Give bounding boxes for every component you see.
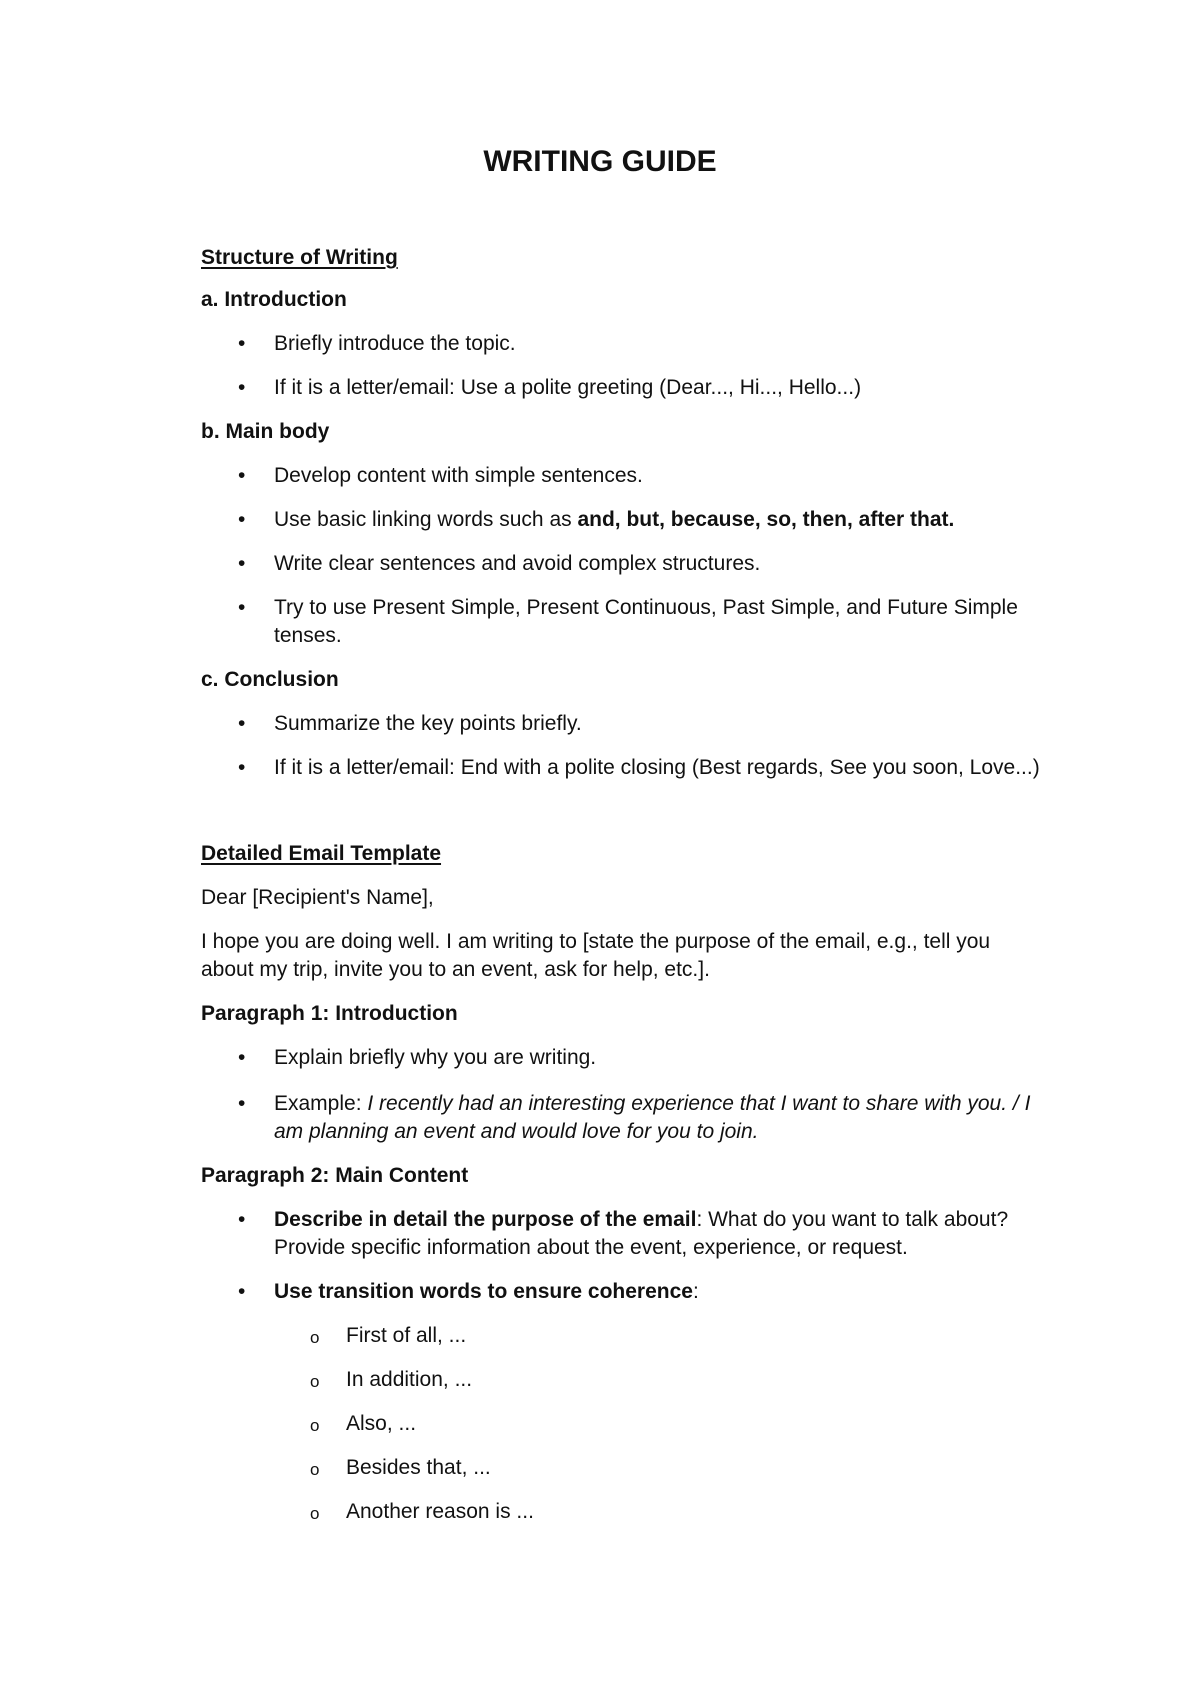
p2-bullet-1-rest: : What do you want to talk about? (696, 1208, 1009, 1231)
p2-bullet-1-line-2: Provide specific information about the event, experience, or request. (274, 1236, 908, 1259)
p1-bullet-1: Explain briefly why you are writing. (274, 1046, 597, 1069)
bullet-marker: • (238, 756, 246, 779)
body-bullet-1: Develop content with simple sentences. (274, 464, 643, 487)
conclusion-label: c. Conclusion (201, 668, 339, 691)
sub-bullet-marker: o (310, 1328, 320, 1347)
template-heading: Detailed Email Template (201, 842, 442, 865)
bullet-marker: • (238, 508, 246, 531)
intro-bullet-1: Briefly introduce the topic. (274, 332, 516, 355)
conclusion-bullet-2: If it is a letter/email: End with a polite closing (Best regards, See you soon, Love...) (274, 756, 1040, 779)
structure-heading: Structure of Writing (201, 246, 398, 269)
bullet-marker: • (238, 464, 246, 487)
paragraph-1-label: Paragraph 1: Introduction (201, 1002, 458, 1025)
example-text-cont: am planning an event and would love for you to join. (274, 1120, 759, 1143)
sub-bullet-marker: o (310, 1504, 320, 1523)
opening-line-2: about my trip, invite you to an event, ask for help, etc.]. (201, 958, 710, 981)
conclusion-bullet-1: Summarize the key points briefly. (274, 712, 582, 735)
transition-item-5: Another reason is ... (346, 1500, 534, 1523)
body-bullet-4-line-2: tenses. (274, 624, 342, 647)
bullet-marker: • (238, 376, 246, 399)
intro-label: a. Introduction (201, 288, 347, 311)
paragraph-2-label: Paragraph 2: Main Content (201, 1164, 469, 1187)
page-title: WRITING GUIDE (483, 145, 717, 178)
bullet-marker: • (238, 712, 246, 735)
p2-bullet-2-bold: Use transition words to ensure coherence (274, 1280, 693, 1303)
transition-item-1: First of all, ... (346, 1324, 467, 1347)
salutation: Dear [Recipient's Name], (201, 886, 434, 909)
bullet-marker: • (238, 552, 246, 575)
p2-bullet-1-line-1 (274, 1206, 1008, 1233)
transition-item-3: Also, ... (346, 1412, 417, 1435)
transition-item-2: In addition, ... (346, 1368, 473, 1391)
body-bullet-2 (274, 506, 954, 533)
bullet-marker: • (238, 1280, 246, 1303)
sub-bullet-marker: o (310, 1460, 320, 1479)
transition-item-4: Besides that, ... (346, 1456, 491, 1479)
bullet-marker: • (238, 1046, 246, 1069)
opening-line-1: I hope you are doing well. I am writing to [state the purpose of the email, e.g., tell you (201, 930, 991, 953)
p1-bullet-2-line-1 (274, 1090, 1030, 1117)
bullet-marker: • (238, 596, 246, 619)
linking-words: and, but, because, so, then, after that. (577, 508, 955, 531)
sub-bullet-marker: o (310, 1416, 320, 1435)
example-label: Example: (274, 1092, 368, 1115)
body-bullet-4-line-1: Try to use Present Simple, Present Continuous, Past Simple, and Future Simple (274, 596, 1018, 619)
bullet-marker: • (238, 332, 246, 355)
body-bullet-2-text: Use basic linking words such as (274, 508, 578, 531)
p2-bullet-2-rest: : (692, 1280, 699, 1303)
p1-bullet-2-line-2 (274, 1118, 759, 1145)
sub-bullet-marker: o (310, 1372, 320, 1391)
p2-bullet-1-bold: Describe in detail the purpose of the email (274, 1208, 697, 1231)
bullet-marker: • (238, 1092, 246, 1115)
body-label: b. Main body (201, 420, 330, 443)
p2-bullet-2 (274, 1278, 699, 1305)
intro-bullet-2: If it is a letter/email: Use a polite greeting (Dear..., Hi..., Hello...) (274, 376, 862, 399)
example-text: I recently had an interesting experience that I want to share with you. / I (367, 1092, 1031, 1115)
body-bullet-3: Write clear sentences and avoid complex structures. (274, 552, 761, 575)
bullet-marker: • (238, 1208, 246, 1231)
